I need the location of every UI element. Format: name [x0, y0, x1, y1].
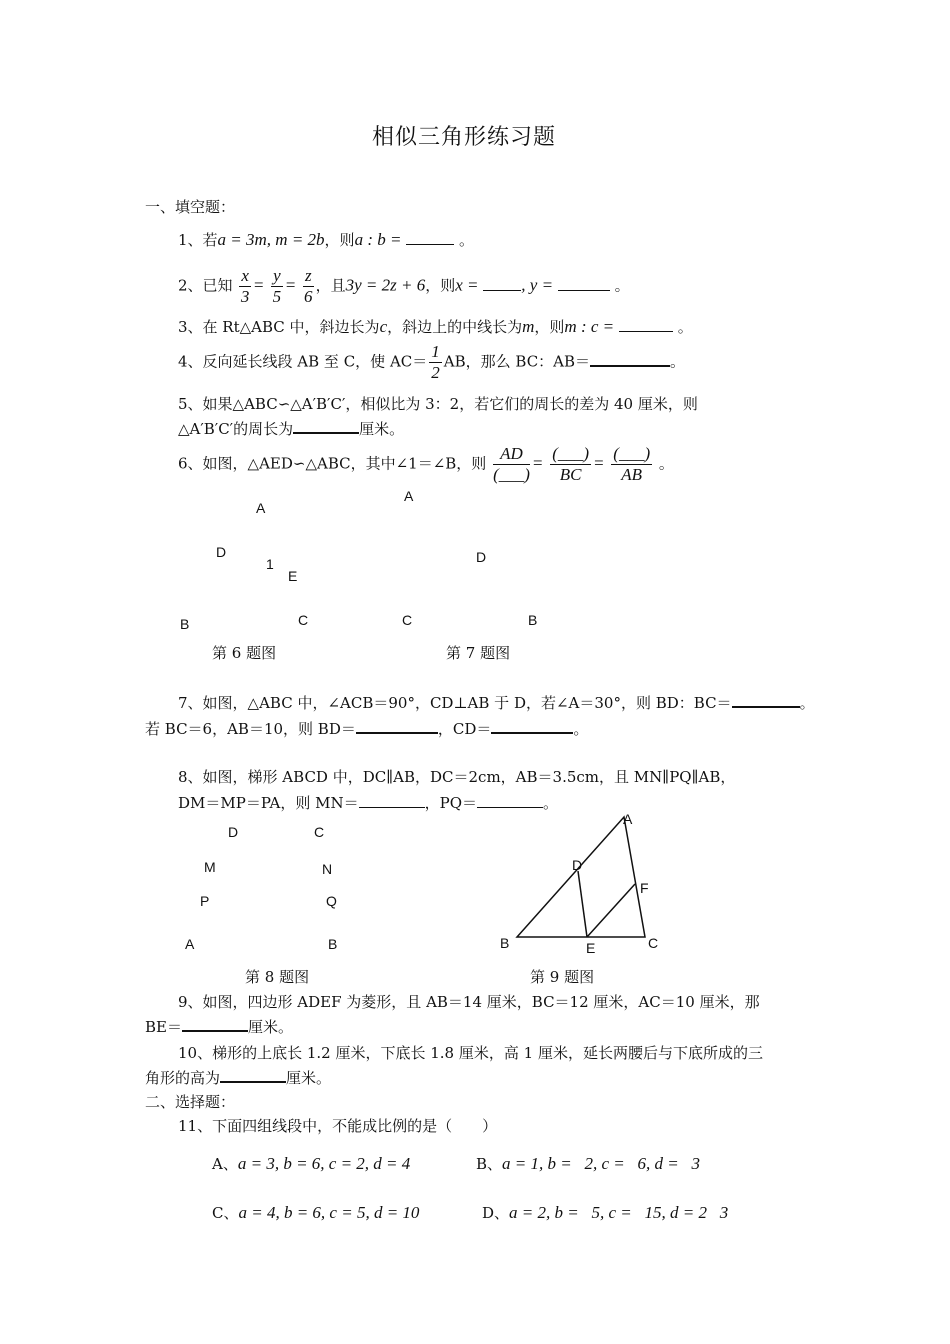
- q9-suffix: 厘米。: [247, 1018, 293, 1036]
- q4-prefix: 4、反向延长线段 AB 至 C，使 AC＝: [178, 352, 428, 371]
- q1-then: ，则: [324, 231, 355, 249]
- q10-height-blank[interactable]: [220, 1067, 286, 1083]
- q7-period-1: 。: [799, 694, 815, 712]
- q2-and: ，且: [315, 276, 346, 295]
- q3-ask: m : c =: [564, 317, 615, 336]
- question-11: 11、下面四组线段中，不能成比例的是（ ）: [178, 1117, 498, 1135]
- q7-bd-bc-blank[interactable]: [732, 692, 800, 708]
- fig8-caption: 第 8 题图: [245, 968, 310, 986]
- q6-ratio-2-den: BC: [559, 465, 582, 484]
- fig7-caption: 第 7 题图: [446, 644, 511, 662]
- fig7-label-a: A: [404, 488, 414, 504]
- fig6-label-b: B: [180, 616, 190, 632]
- q3-period: 。: [677, 318, 693, 336]
- q11-option-d-expr: a = 2, b = 5, c = 15, d = 2 3: [509, 1203, 729, 1222]
- q2-frac-y-den: 5: [272, 287, 282, 306]
- page-title: 相似三角形练习题: [372, 125, 557, 150]
- question-9-line-1: 9、如图，四边形 ADEF 为菱形，且 AB＝14 厘米，BC＝12 厘米，AC＝10 厘米，那: [178, 993, 760, 1011]
- q11-option-c-expr: a = 4, b = 6, c = 5, d = 10: [238, 1203, 420, 1222]
- q5-suffix: 厘米。: [359, 420, 405, 438]
- q11-option-b-label: B、: [476, 1155, 503, 1173]
- q2-frac-x-num: x: [241, 266, 249, 285]
- question-9-line-2: [145, 1016, 293, 1037]
- fig9-label-e: E: [586, 940, 596, 956]
- q2-frac-z-num: z: [304, 266, 312, 285]
- q6-ratio-3: [611, 444, 652, 485]
- q8-line2-b: ，PQ＝: [424, 794, 478, 812]
- q1-answer-blank[interactable]: [406, 230, 454, 245]
- q2-condition: 3y = 2z + 6: [345, 275, 426, 295]
- fig9-label-b: B: [500, 935, 510, 951]
- q11-option-a-expr: a = 3, b = 6, c = 2, d = 4: [237, 1154, 411, 1173]
- fig9-segment-ef: [587, 884, 635, 937]
- q2-ask-y: , y =: [521, 275, 554, 295]
- fig6-caption: 第 6 题图: [212, 644, 277, 662]
- fig7-label-b: B: [528, 612, 538, 628]
- question-1: [178, 229, 474, 250]
- q4-frac-num: 1: [431, 342, 440, 361]
- fig6-label-a: A: [256, 500, 266, 516]
- q6-ratio-2-num[interactable]: (___): [552, 444, 590, 463]
- fig8-label-m: M: [204, 859, 216, 875]
- q2-x-blank[interactable]: [483, 276, 521, 291]
- question-7-line-1: [178, 692, 815, 713]
- q3-mid2: ，则: [534, 318, 565, 336]
- question-10-line-1: 10、梯形的上底长 1.2 厘米，下底长 1.8 厘米，高 1 厘米，延长两腰后与下底所成的三: [178, 1044, 763, 1062]
- q6-period: 。: [658, 454, 674, 473]
- q8-line2-a: DM＝MP＝PA，则 MN＝: [178, 794, 359, 812]
- q3-prefix: 3、在 Rt△ABC 中，斜边长为: [178, 318, 380, 336]
- q3-mid1: ，斜边上的中线长为: [387, 318, 523, 336]
- q10-prefix: 角形的高为: [145, 1069, 221, 1087]
- q11-option-d-label: D、: [482, 1204, 510, 1222]
- q6-ratio-1-num: AD: [493, 444, 530, 465]
- q4-frac-den: 2: [431, 363, 440, 382]
- q7-line2-b: ，CD＝: [437, 720, 492, 738]
- fig8-label-n: N: [322, 861, 333, 877]
- q6-ratio-1: [493, 444, 530, 485]
- q9-be-blank[interactable]: [182, 1016, 248, 1032]
- q1-expression: a = 3m, m = 2b: [217, 230, 325, 249]
- question-3: [178, 316, 693, 337]
- q8-period: 。: [543, 794, 559, 812]
- fig9-label-d: D: [572, 857, 583, 873]
- fig6-label-d: D: [216, 544, 227, 560]
- q2-prefix: 2、已知: [178, 276, 233, 295]
- q3-var-m: m: [522, 317, 535, 336]
- question-10-line-2: [145, 1067, 331, 1088]
- fig8-label-q: Q: [326, 893, 337, 909]
- fig6-label-e: E: [288, 568, 298, 584]
- fig6-label-c: C: [298, 612, 309, 628]
- q11-option-b[interactable]: [476, 1153, 700, 1174]
- q4-period: 。: [670, 352, 686, 371]
- q10-suffix: 厘米。: [286, 1069, 332, 1087]
- q2-ask-x: x =: [455, 275, 479, 295]
- question-8-line-1: 8、如图，梯形 ABCD 中，DC∥AB，DC＝2cm，AB＝3.5cm，且 MN∥PQ∥AB，: [178, 768, 736, 786]
- q1-prefix: 1、若: [178, 231, 218, 249]
- q7-period-2: 。: [573, 720, 589, 738]
- q2-frac-y-num: y: [273, 266, 281, 285]
- fig8-label-d: D: [228, 824, 239, 840]
- q11-option-d[interactable]: [482, 1202, 728, 1223]
- q2-fraction-y: [271, 266, 283, 307]
- q2-fraction-z: [303, 266, 314, 307]
- fig7-label-d: D: [476, 549, 487, 565]
- q11-option-c-label: C、: [212, 1204, 239, 1222]
- fig8-label-p: P: [200, 893, 210, 909]
- fig9-caption: 第 9 题图: [530, 968, 595, 986]
- q6-prefix: 6、如图，△AED∽△ABC，其中∠1＝∠B，则: [178, 454, 487, 473]
- q2-period: 。: [614, 276, 630, 295]
- fig9-segment-de: [578, 871, 587, 937]
- q2-fraction-x: [239, 266, 251, 307]
- fig8-label-b: B: [328, 936, 338, 952]
- question-5-line-2: [178, 418, 404, 439]
- question-4: [178, 342, 685, 383]
- q7-line2-a: 若 BC＝6，AB＝10，则 BD＝: [145, 720, 356, 738]
- question-6: 6、如图，△AED∽△ABC，其中∠1＝∠B，则 $\frac{AD}{(\_\_\_)}$ = $\frac{(\_\_\_)}{BC}$ = $\frac{(\_\_\_)}{AB}$ 。: [178, 444, 674, 484]
- q4-fraction-half: [429, 342, 442, 383]
- question-5-line-1: 5、如果△ABC∽△A′B′C′，相似比为 3：2，若它们的周长的差为 40 厘米，则: [178, 395, 698, 413]
- q4-answer-blank[interactable]: [590, 351, 670, 367]
- q11-option-b-expr: a = 1, b = 2, c = 6, d = 3: [502, 1154, 700, 1173]
- fig8-label-a: A: [185, 936, 195, 952]
- q11-option-c[interactable]: [212, 1202, 419, 1223]
- fig9-triangle-abc: [517, 817, 645, 937]
- q8-mn-blank[interactable]: [359, 793, 425, 808]
- fig9-label-a: A: [623, 811, 633, 827]
- q11-option-a-label: A、: [212, 1155, 238, 1173]
- fig6-label-angle-1: 1: [266, 556, 274, 572]
- q2-y-blank[interactable]: [558, 276, 610, 291]
- q6-ratio-3-num[interactable]: (___): [613, 444, 651, 463]
- q6-ratio-2: [550, 444, 591, 485]
- fig8-label-c: C: [314, 824, 325, 840]
- fig7-label-c: C: [402, 612, 413, 628]
- q2-then: ，则: [425, 276, 456, 295]
- fig9-label-c: C: [648, 935, 659, 951]
- section-choice-heading: 二、选择题：: [145, 1093, 236, 1111]
- question-7-line-2: [145, 718, 588, 739]
- q9-prefix: BE＝: [145, 1018, 182, 1036]
- q6-ratio-3-den: AB: [621, 465, 643, 484]
- q6-ratio-1-den[interactable]: (___): [493, 465, 530, 484]
- q7-prefix: 7、如图，△ABC 中，∠ACB＝90°，CD⊥AB 于 D，若∠A＝30°，则 BD：BC＝: [178, 694, 732, 712]
- q5-answer-blank[interactable]: [293, 418, 359, 434]
- q2-frac-x-den: 3: [240, 287, 250, 306]
- q1-period: 。: [459, 231, 475, 249]
- section-fill-in-heading: 一、填空题：: [145, 198, 236, 216]
- q11-option-a[interactable]: [212, 1153, 410, 1174]
- q1-ask: a : b =: [354, 230, 402, 249]
- q7-bd-blank[interactable]: [356, 718, 438, 734]
- q7-cd-blank[interactable]: [491, 718, 573, 734]
- q3-var-c: c: [379, 317, 388, 336]
- fig9-label-f: F: [640, 880, 649, 896]
- q3-answer-blank[interactable]: [619, 317, 673, 332]
- q5-prefix: △A′B′C′的周长为: [178, 420, 294, 438]
- q4-mid: AB，那么 BC：AB＝: [443, 352, 591, 371]
- question-2: 2、已知 $\frac{x}{3}$ = $\frac{y}{5}$ = $\frac{z}{6}$ ，且3y = 2z + 6，则x = , y = 。: [178, 266, 630, 306]
- q2-frac-z-den: 6: [304, 287, 313, 306]
